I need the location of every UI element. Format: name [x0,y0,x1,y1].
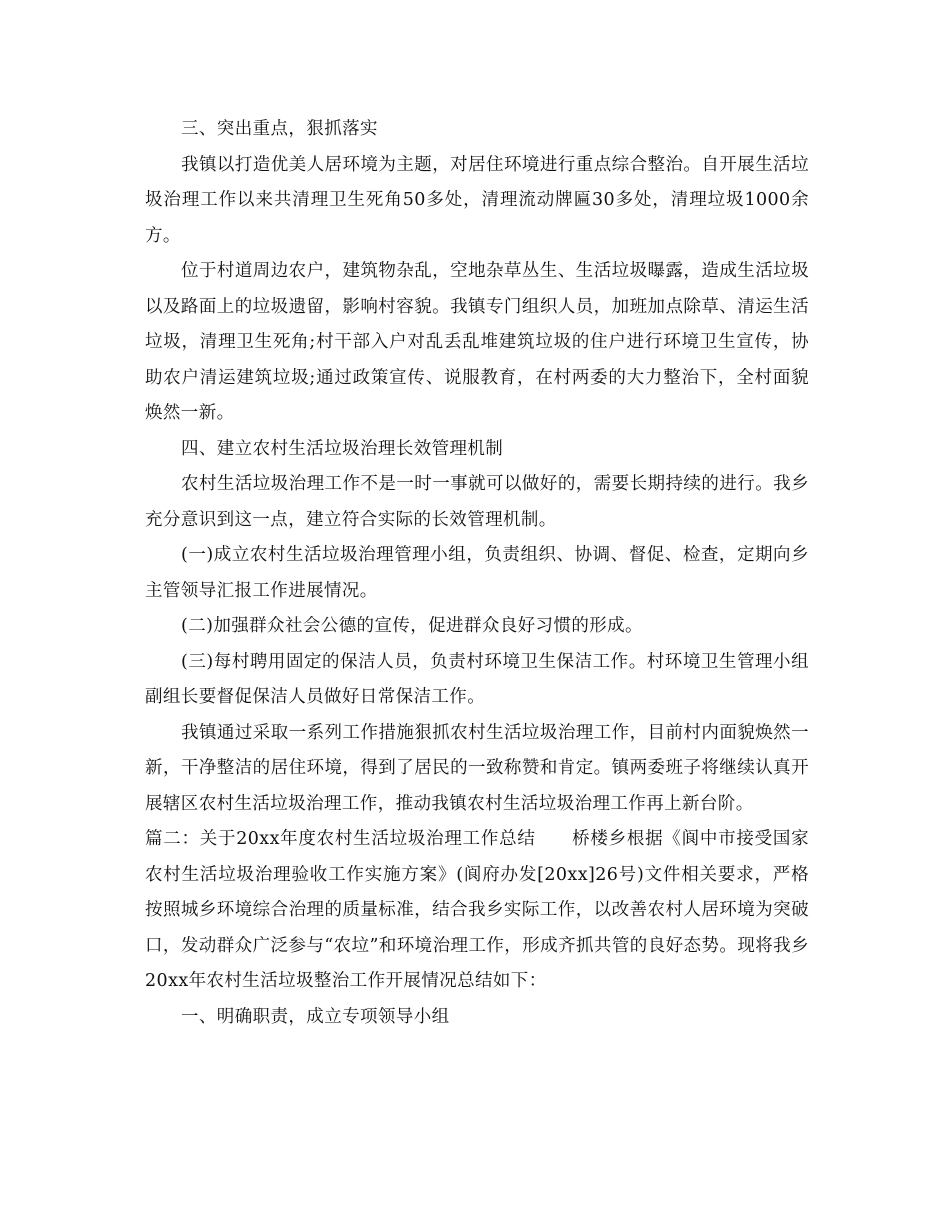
chapter-two-paragraph: 篇二：关于20xx年度农村生活垃圾治理工作总结 桥楼乡根据《阆中市接受国家农村生活垃圾治理验收工作实施方案》(阆府办发[20xx]26号)文件相关要求，严格按照城乡环境综合治理的质量标准，结合我乡实际工作，以改善农村人居环境为突破口，发动群众广泛参与“农垃”和环境治理工作，形成齐抓共管的良好态势。现将我乡20xx年农村生活垃圾整治工作开展情况总结如下： [145,829,809,991]
section-heading-3: 三、突出重点，狠抓落实 [181,119,378,139]
list-item: (一)成立农村生活垃圾治理管理小组，负责组织、协调、督促、检查，定期向乡主管领导汇报工作进展情况。 [145,545,809,601]
list-item: (二)加强群众社会公德的宣传，促进群众良好习惯的形成。 [181,616,643,636]
body-paragraph: 我镇以打造优美人居环境为主题，对居住环境进行重点综合整治。自开展生活垃圾治理工作以来共清理卫生死角50多处，清理流动牌匾30多处，清理垃圾1000余方。 [145,154,809,246]
body-paragraph: 农村生活垃圾治理工作不是一时一事就可以做好的，需要长期持续的进行。我乡充分意识到这一点，建立符合实际的长效管理机制。 [145,474,809,530]
document-body [145,112,809,1035]
body-paragraph: 位于村道周边农户，建筑物杂乱，空地杂草丛生、生活垃圾曝露，造成生活垃圾以及路面上的垃圾遗留，影响村容貌。我镇专门组织人员，加班加点除草、清运生活垃圾，清理卫生死角;村干部入户对乱丢乱堆建筑垃圾的住户进行环境卫生宣传，协助农户清运建筑垃圾;通过政策宣传、说服教育，在村两委的大力整治下，全村面貌焕然一新。 [145,261,809,423]
section-heading-1: 一、明确职责，成立专项领导小组 [181,1006,450,1027]
section-heading-4: 四、建立农村生活垃圾治理长效管理机制 [181,438,504,459]
list-item: (三)每村聘用固定的保洁人员，负责村环境卫生保洁工作。村环境卫生管理小组副组长要督促保洁人员做好日常保洁工作。 [145,651,809,707]
body-paragraph: 我镇通过采取一系列工作措施狠抓农村生活垃圾治理工作，目前村内面貌焕然一新，干净整洁的居住环境，得到了居民的一致称赞和肯定。镇两委班子将继续认真开展辖区农村生活垃圾治理工作，推动我镇农村生活垃圾治理工作再上新台阶。 [145,722,809,814]
